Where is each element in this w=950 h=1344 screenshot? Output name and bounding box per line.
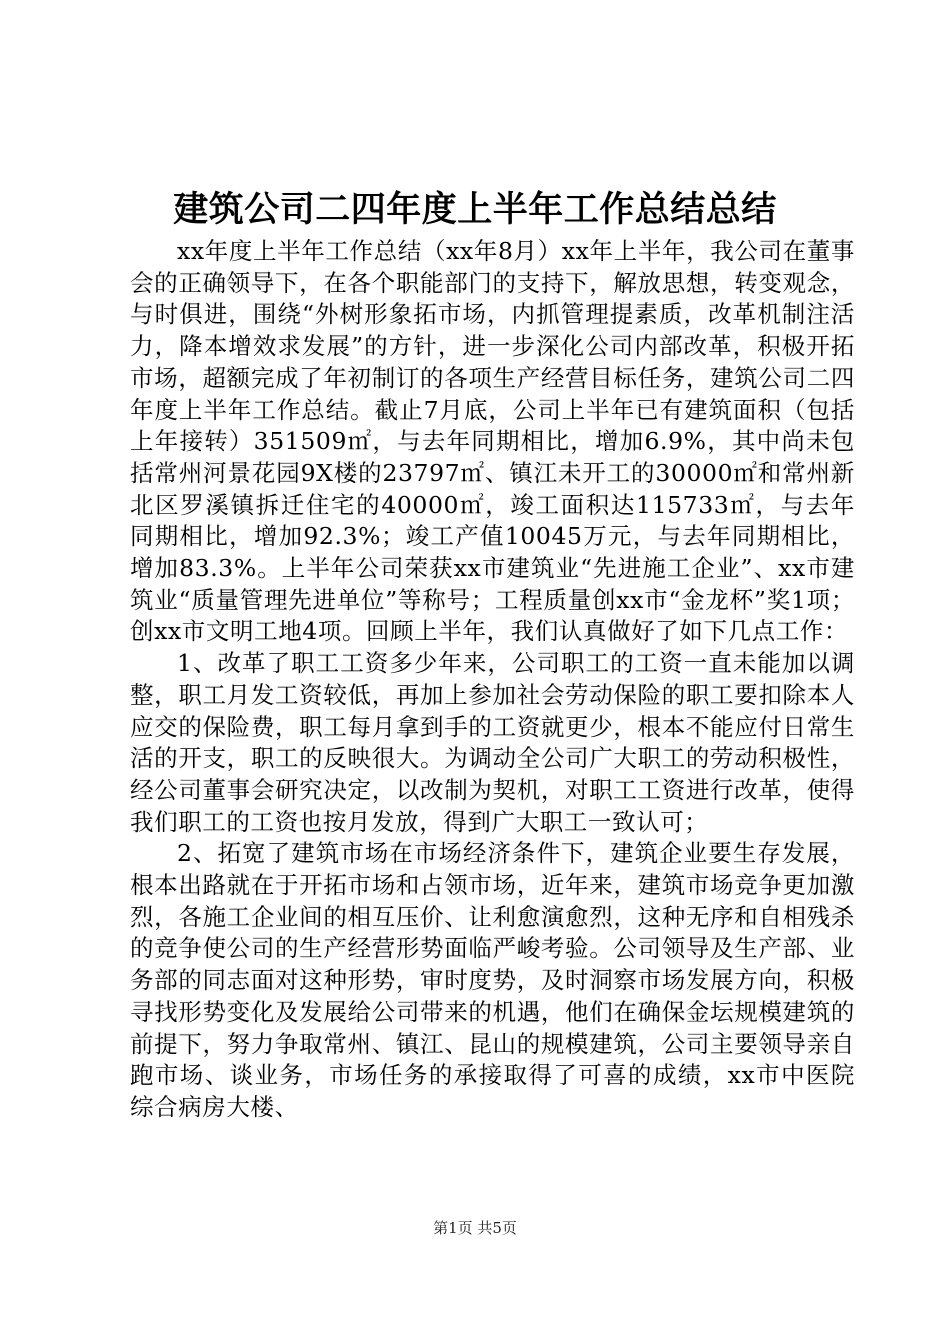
paragraph-item-1: 1、改革了职工工资多少年来，公司职工的工资一直未能加以调整，职工月发工资较低，再加上参加社会劳动保险的职工要扣除本人应交的保险费，职工每月拿到手的工资就更少，根本不能应付日常生活的开支，职工的反映很大。为调动全公司广大职工的劳动积极性，经公司董事会研究决定，以改制为契机，对职工工资进行改革，使得我们职工的工资也按月发放，得到广大职工一致认可； <box>130 649 855 836</box>
paragraph-item-2: 2、拓宽了建筑市场在市场经济条件下，建筑企业要生存发展，根本出路就在于开拓市场和占领市场，近年来，建筑市场竞争更加激烈，各施工企业间的相互压价、让利愈演愈烈，这种无序和自相残杀的竞争使公司的生产经营形势面临严峻考验。公司领导及生产部、业务部的同志面对这种形势，审时度势，及时洞察市场发展方向，积极寻找形势变化及发展给公司带来的机遇，他们在确保金坛规模建筑的前提下，努力争取常州、镇江、昆山的规模建筑，公司主要领导亲自跑市场、谈业务，市场任务的承接取得了可喜的成绩，xx市中医院综合病房大楼、 <box>130 839 855 1121</box>
paragraph-intro: xx年度上半年工作总结（xx年8月）xx年上半年，我公司在董事会的正确领导下，在各个职能部门的支持下，解放思想，转变观念，与时俱进，围绕“外树形象拓市场，内抓管理提素质，改革机制注活力，降本增效求发展”的方针，进一步深化公司内部改革，积极开拓市场，超额完成了年初制订的各项生产经营目标任务，建筑公司二四年度上半年工作总结。截止7月底，公司上半年已有建筑面积（包括上年接转）351509㎡，与去年同期相比，增加6.9%，其中尚未包括常州河景花园9X楼的23797㎡、镇江未开工的30000㎡和常州新北区罗溪镇拆迁住宅的40000㎡，竣工面积达115733㎡，与去年同期相比，增加92.3%；竣工产值10045万元，与去年同期相比，增加83.3%。上半年公司荣获xx市建筑业“先进施工企业”、xx市建筑业“质量管理先进单位”等称号；工程质量创xx市“金龙杯”奖1项；创xx市文明工地4项。回顾上半年，我们认真做好了如下几点工作： <box>130 237 855 646</box>
page-number-footer: 第1页 共5页 <box>433 1219 517 1237</box>
document-title: 建筑公司二四年度上半年工作总结总结 <box>173 189 777 230</box>
document-body <box>130 236 855 1124</box>
